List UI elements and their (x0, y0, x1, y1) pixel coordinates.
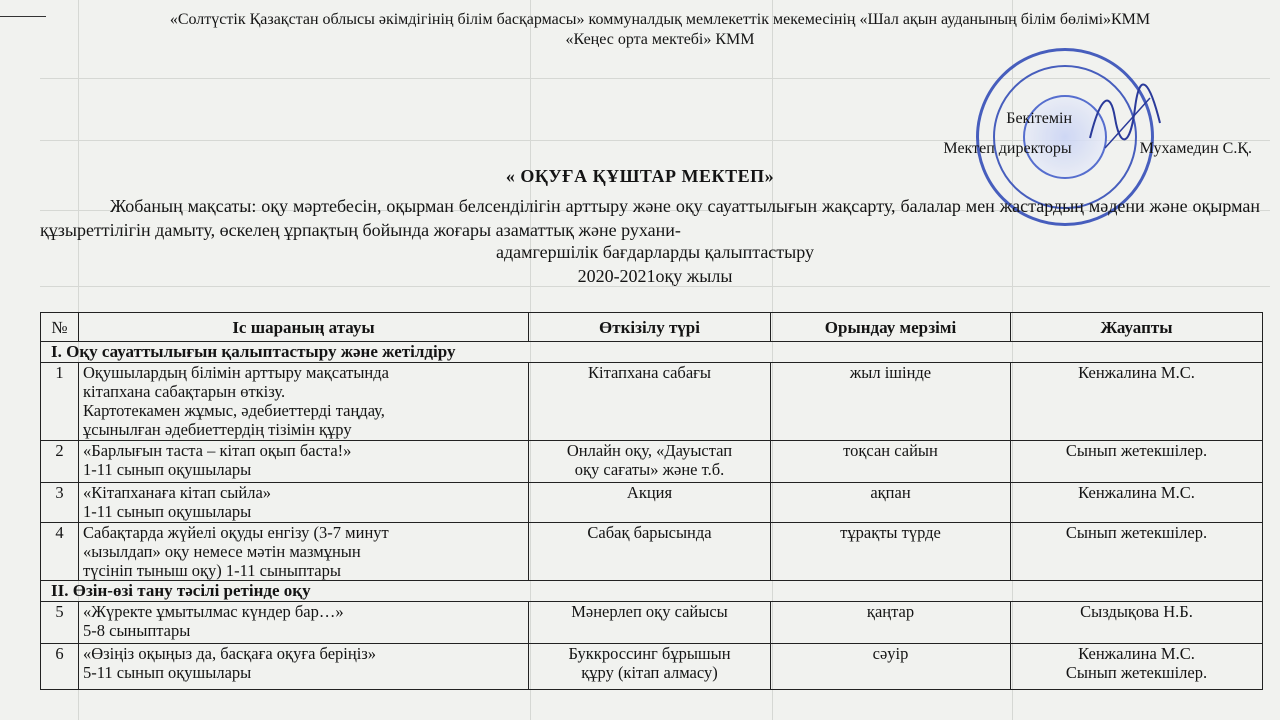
col-deadline: Орындау мерзімі (771, 313, 1011, 342)
table-row (41, 644, 1263, 690)
approval-position: Мектеп директоры (943, 140, 1072, 157)
event-name-line: Оқушылардың білімін арттыру мақсатында (83, 363, 389, 382)
event-name (79, 644, 529, 690)
event-name-line: Картотекамен жұмыс, әдебиеттерді таңдау, (83, 401, 385, 420)
event-responsible-line: Сынып жетекшілер. (1065, 663, 1208, 682)
event-deadline-line: тоқсан сайын (843, 441, 938, 460)
event-name-line: 1-11 сынып оқушылары (83, 502, 252, 521)
event-deadline (771, 523, 1011, 581)
event-responsible-line: Сынып жетекшілер. (1065, 441, 1208, 460)
table-row (41, 523, 1263, 581)
event-deadline-line: тұрақты түрде (840, 523, 941, 542)
event-name-line: 5-8 сыныптары (83, 621, 191, 640)
table-row (41, 602, 1263, 644)
section-title: ІІ. Өзін-өзі тану тәсілі ретінде оқу (41, 581, 1263, 602)
event-deadline (771, 602, 1011, 644)
events-table (40, 312, 1263, 690)
event-form-line: Буккроссинг бұрышын (568, 644, 731, 663)
approval-block (943, 104, 1252, 164)
event-responsible (1011, 523, 1263, 581)
event-name (79, 441, 529, 483)
header-line-2: «Кеңес орта мектебі» КММ (565, 31, 755, 48)
event-responsible-line: Кенжалина М.С. (1078, 644, 1195, 663)
table-row (41, 441, 1263, 483)
event-responsible (1011, 441, 1263, 483)
event-responsible-line: Сыздықова Н.Б. (1080, 602, 1193, 621)
event-name-line: «Барлығын таста – кітап оқып баста!» (83, 441, 352, 460)
event-name-line: 5-11 сынып оқушылары (83, 663, 252, 682)
event-name (79, 523, 529, 581)
row-number: 2 (41, 441, 79, 483)
event-deadline-line: қаңтар (866, 602, 915, 621)
event-deadline (771, 363, 1011, 441)
event-name (79, 363, 529, 441)
event-form-line: Кітапхана сабағы (588, 363, 711, 382)
header-line-1: «Солтүстік Қазақстан облысы әкімдігінің білім басқармасы» коммуналдық мемлекеттік мекемесінің «Шал ақын ауданының білім бөлімі»КММ (169, 11, 1151, 28)
event-responsible (1011, 644, 1263, 690)
event-deadline-line: сәуір (872, 644, 909, 663)
table-row (41, 483, 1263, 523)
event-deadline-line: ақпан (870, 483, 911, 502)
event-form-line: Акция (626, 483, 673, 502)
event-form-line: құру (кітап алмасу) (581, 663, 718, 682)
event-responsible-line: Кенжалина М.С. (1078, 483, 1195, 502)
row-number: 6 (41, 644, 79, 690)
section-title: І. Оқу сауаттылығын қалыптастыру және жетілдіру (41, 342, 1263, 363)
event-name-line: «Өзіңіз оқыңыз да, басқаға оқуға беріңіз» (83, 644, 377, 663)
academic-year: 2020-2021оқу жылы (577, 266, 733, 286)
event-deadline (771, 483, 1011, 523)
event-form (529, 602, 771, 644)
event-responsible (1011, 363, 1263, 441)
col-form: Өткізілу түрі (529, 313, 771, 342)
section-row (41, 581, 1263, 602)
row-number: 1 (41, 363, 79, 441)
approval-name: Мухамедин С.Қ. (1139, 140, 1252, 157)
event-form-line: оқу сағаты» және т.б. (574, 460, 725, 479)
table-header-row (41, 313, 1263, 342)
event-form (529, 363, 771, 441)
approval-label: Бекітемін (1006, 110, 1072, 127)
project-goal: Жобаның мақсаты: оқу мәртебесін, оқырман белсенділігін арттыру және оқу сауаттылығын жақсарту, балалар мен жастардың мәдени және оқырман құзыреттілігін дамыту, өскелең ұрпақтың бойында жоғары азаматтық және рухани- (40, 196, 1260, 240)
event-deadline-line: жыл ішінде (849, 363, 932, 382)
event-name (79, 602, 529, 644)
event-form-line: Сабақ барысында (587, 523, 712, 542)
event-name-line: ұсынылған әдебиеттердің тізімін құру (83, 420, 352, 439)
col-event-name: Іс шараның атауы (79, 313, 529, 342)
event-responsible-line: Кенжалина М.С. (1078, 363, 1195, 382)
event-name-line: «Жүректе ұмытылмас күндер бар…» (83, 602, 344, 621)
project-goal-end: адамгершілік бағдарларды қалыптастыру (495, 242, 815, 262)
row-number: 3 (41, 483, 79, 523)
event-name-line: «Кітапханаға кітап сыйла» (83, 483, 272, 502)
event-responsible (1011, 483, 1263, 523)
row-number: 5 (41, 602, 79, 644)
event-deadline (771, 644, 1011, 690)
page-title: « ОҚУҒА ҚҰШТАР МЕКТЕП» (505, 166, 775, 186)
row-number: 4 (41, 523, 79, 581)
event-form (529, 441, 771, 483)
event-name-line: «ызылдап» оқу немесе мәтін мазмұнын (83, 542, 361, 561)
col-number: № (41, 313, 79, 342)
event-responsible (1011, 602, 1263, 644)
corner-rule (0, 16, 46, 17)
event-name (79, 483, 529, 523)
event-responsible-line: Сынып жетекшілер. (1065, 523, 1208, 542)
event-form-line: Мәнерлеп оқу сайысы (571, 602, 728, 621)
event-name-line: кітапхана сабақтарын өткізу. (83, 382, 286, 401)
col-responsible: Жауапты (1011, 313, 1263, 342)
event-name-line: түсініп тыныш оқу) 1-11 сыныптары (83, 561, 341, 580)
event-deadline (771, 441, 1011, 483)
event-name-line: 1-11 сынып оқушылары (83, 460, 252, 479)
event-form (529, 483, 771, 523)
event-form-line: Онлайн оқу, «Дауыстап (566, 441, 733, 460)
event-form (529, 644, 771, 690)
event-name-line: Сабақтарда жүйелі оқуды енгізу (3-7 минут (83, 523, 389, 542)
table-row (41, 363, 1263, 441)
section-row (41, 342, 1263, 363)
event-form (529, 523, 771, 581)
